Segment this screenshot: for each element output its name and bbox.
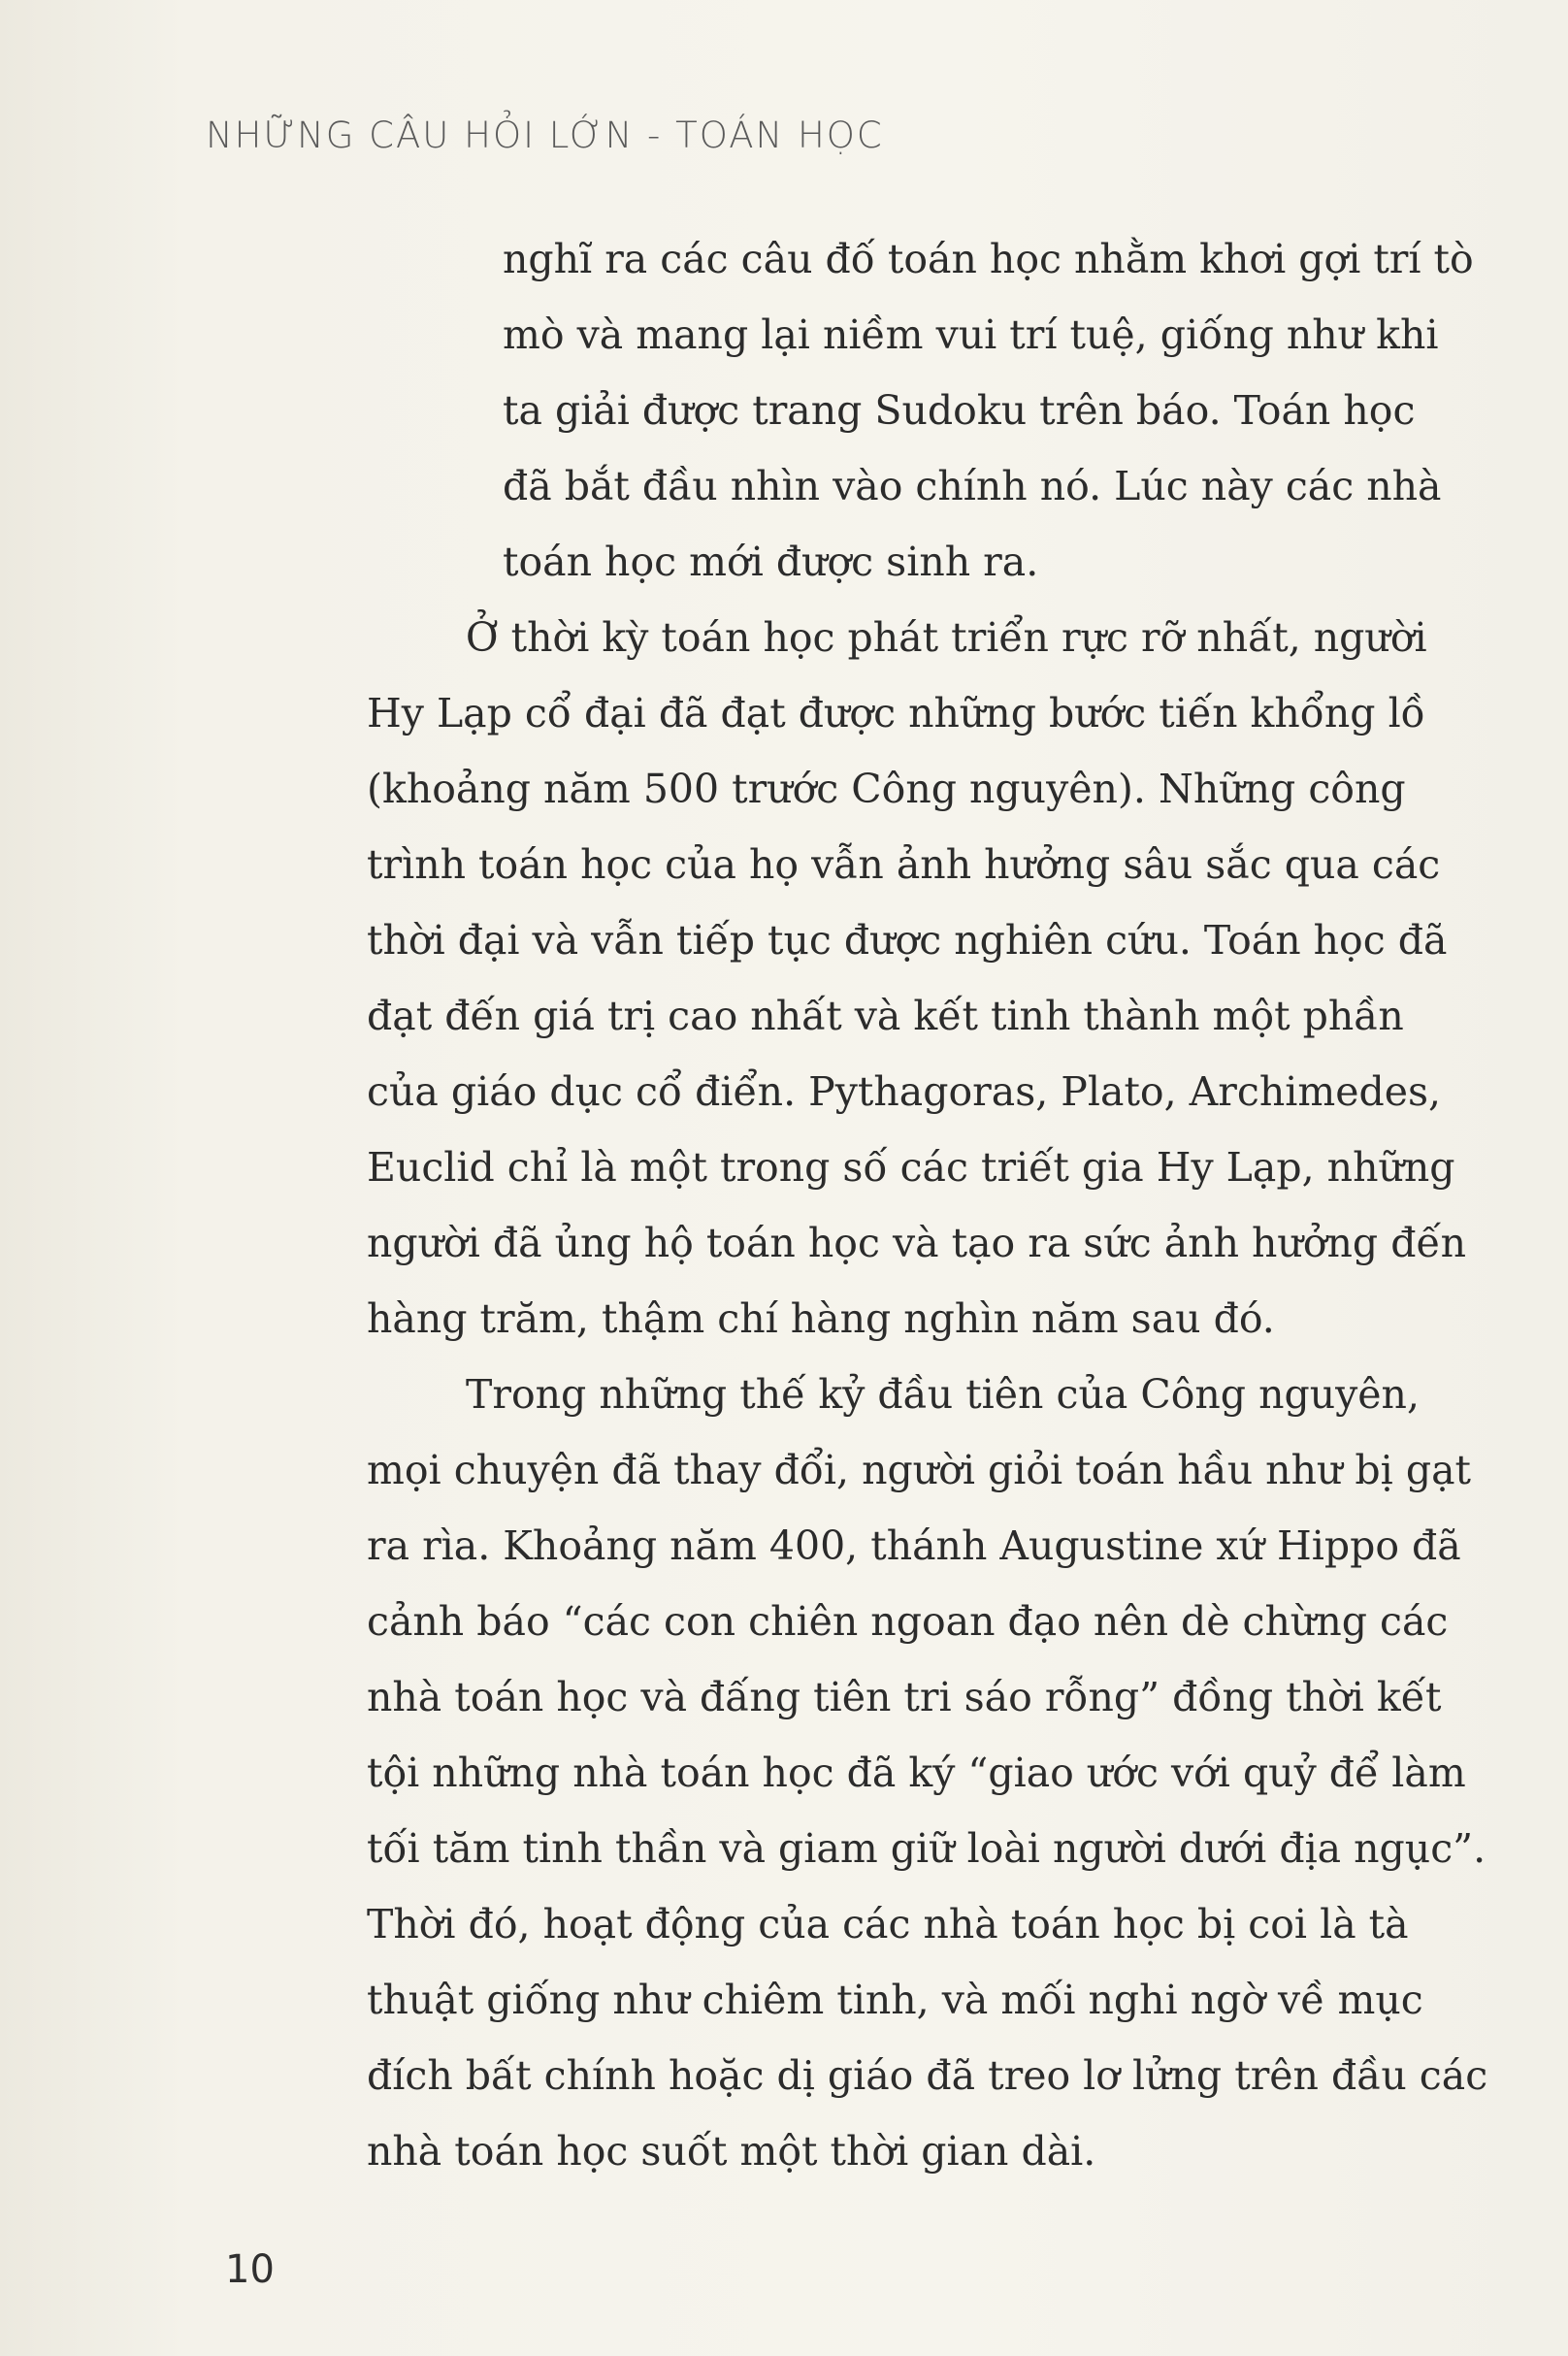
page-number: 10 [225, 2247, 275, 2292]
text-line: mọi chuyện đã thay đổi, người giỏi toán hầu như bị gạt [367, 1447, 1471, 1493]
paragraph-greek-mathematics [367, 600, 1492, 1357]
text-line: nghĩ ra các câu đố toán học nhằm khơi gợi trí tò [503, 236, 1474, 282]
text-line: người đã ủng hộ toán học và tạo ra sức ảnh hưởng đến [367, 1220, 1467, 1266]
text-line: thời đại và vẫn tiếp tục được nghiên cứu. Toán học đã [367, 917, 1448, 964]
text-line: của giáo dục cổ điển. Pythagoras, Plato, Archimedes, [367, 1068, 1442, 1115]
text-line: Trong những thế kỷ đầu tiên của Công nguyên, [466, 1371, 1420, 1418]
text-line: ta giải được trang Sudoku trên báo. Toán học [503, 387, 1416, 434]
text-line: toán học mới được sinh ra. [503, 539, 1039, 585]
paragraph-continued [503, 221, 1492, 600]
text-line: ra rìa. Khoảng năm 400, thánh Augustine xứ Hippo đã [367, 1522, 1461, 1569]
text-line: Ở thời kỳ toán học phát triển rực rỡ nhất, người [466, 614, 1427, 661]
text-line: Thời đó, hoạt động của các nhà toán học bị coi là tà [367, 1901, 1409, 1947]
text-line: hàng trăm, thậm chí hàng nghìn năm sau đó. [367, 1295, 1275, 1342]
text-line: cảnh báo “các con chiên ngoan đạo nên dè chừng các [367, 1598, 1449, 1645]
text-line: đã bắt đầu nhìn vào chính nó. Lúc này các nhà [503, 463, 1442, 509]
text-line: Hy Lạp cổ đại đã đạt được những bước tiến khổng lồ [367, 690, 1425, 736]
text-line: tội những nhà toán học đã ký “giao ước với quỷ để làm [367, 1750, 1466, 1796]
body-text [367, 221, 1492, 2189]
text-line: trình toán học của họ vẫn ảnh hưởng sâu sắc qua các [367, 841, 1441, 888]
text-line: đích bất chính hoặc dị giáo đã treo lơ lửng trên đầu các [367, 2052, 1488, 2099]
text-line: mò và mang lại niềm vui trí tuệ, giống như khi [503, 311, 1439, 358]
text-line: thuật giống như chiêm tinh, và mối nghi ngờ về mục [367, 1977, 1423, 2023]
text-line: (khoảng năm 500 trước Công nguyên). Những công [367, 766, 1406, 812]
text-line: Euclid chỉ là một trong số các triết gia Hy Lạp, những [367, 1144, 1455, 1191]
text-line: tối tăm tinh thần và giam giữ loài người dưới địa ngục”. [367, 1825, 1486, 1872]
paragraph-early-centuries [367, 1357, 1492, 2189]
text-line: nhà toán học và đấng tiên tri sáo rỗng” đồng thời kết [367, 1674, 1442, 1720]
running-header: NHỮNG CÂU HỎI LỚN - TOÁN HỌC [206, 115, 884, 156]
text-line: nhà toán học suốt một thời gian dài. [367, 2128, 1096, 2175]
text-line: đạt đến giá trị cao nhất và kết tinh thành một phần [367, 993, 1404, 1039]
